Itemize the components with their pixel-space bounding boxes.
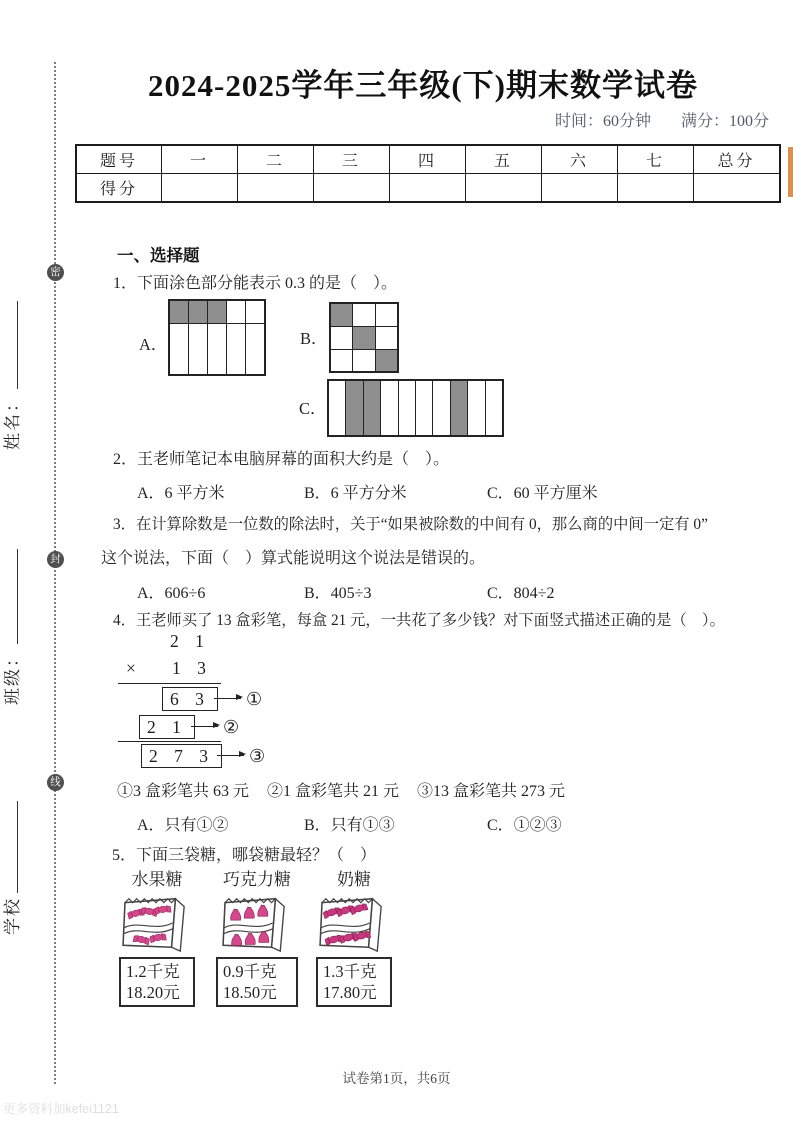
school-field-label <box>0 801 20 935</box>
grid-cell <box>207 324 226 374</box>
score-table-cell: 六 <box>542 145 618 174</box>
exam-meta <box>555 108 769 131</box>
multiplicand-row: 2 1 <box>170 631 210 651</box>
grid-row <box>331 326 397 349</box>
shaded-grid-cell <box>331 304 352 326</box>
bag-1-price: 18.20元 <box>126 983 180 1002</box>
grid-cell <box>415 381 432 435</box>
question-3-text-line1: 3．在计算除数是一位数的除法时，关于“如果被除数的中间有 0，那么商的中间一定有 0” <box>113 516 708 533</box>
multiplication-result-line <box>118 741 221 742</box>
bag-2-price: 18.50元 <box>223 983 277 1002</box>
candy-bag-2-illustration <box>221 891 293 955</box>
bag-2-weight: 0.9千克 <box>223 962 277 981</box>
seal-fold-dotted-line <box>54 62 56 1084</box>
shaded-grid-cell <box>345 381 362 435</box>
score-table-cell: 四 <box>390 145 466 174</box>
score-table-cell: 五 <box>466 145 542 174</box>
question-3-text-line2: 这个说法，下面（ ）算式能说明这个说法是错误的。 <box>101 550 486 567</box>
shaded-grid-cell <box>375 350 397 371</box>
section-heading: 一、选择题 <box>117 246 200 265</box>
callout-2: ② <box>223 717 240 738</box>
exam-full-score: 满分：100分 <box>680 113 769 130</box>
question-2-option-b: B．6 平方分米 <box>304 485 407 502</box>
class-label-text: 班级： <box>3 648 22 705</box>
callout-3: ③ <box>249 746 266 767</box>
times-sign: × <box>126 658 136 678</box>
score-table-empty-cell <box>694 174 781 203</box>
score-table-empty-cell <box>162 174 238 203</box>
page-title: 2024-2025学年三年级(下)期末数学试卷 <box>148 68 698 103</box>
score-table-cell: 题号 <box>76 145 162 174</box>
watermark-text: 更多资料加kefei1121 <box>3 1102 119 1116</box>
grid-cell <box>398 381 415 435</box>
score-table-cell: 二 <box>238 145 314 174</box>
page-footer: 试卷第1页，共6页 <box>342 1071 451 1086</box>
candy-bag-column-2 <box>216 869 298 1007</box>
figure-b-grid <box>329 302 399 373</box>
callout-1: ① <box>246 689 263 710</box>
grid-cell <box>331 327 352 349</box>
shaded-grid-cell <box>207 301 226 323</box>
grid-cell <box>432 381 449 435</box>
candy-bag-3-illustration <box>318 891 390 955</box>
question-4-statement-2: ②1 盒彩笔共 21 元 <box>267 783 400 800</box>
figure-a-label: A． <box>139 335 168 354</box>
bag-3-weight: 1.3千克 <box>323 962 377 981</box>
score-table-empty-cell <box>390 174 466 203</box>
grid-cell <box>329 381 345 435</box>
partial-product-2-box: 2 1 <box>139 715 195 739</box>
score-table-empty-cell <box>618 174 694 203</box>
grid-cell <box>375 327 397 349</box>
shaded-grid-cell <box>450 381 467 435</box>
question-4-option-c: C．①②③ <box>487 817 562 834</box>
figure-b-label: B． <box>300 329 328 348</box>
shaded-grid-cell <box>363 381 380 435</box>
vertical-multiplication-figure <box>112 631 392 776</box>
question-4-statement-1: ①3 盒彩笔共 63 元 <box>117 783 250 800</box>
grid-cell <box>245 324 264 374</box>
bag-3-name: 奶糖 <box>337 870 371 889</box>
question-2-option-a: A．6 平方米 <box>137 485 225 502</box>
arrow-to-callout-1 <box>214 698 241 699</box>
seal-char-xian: 线 <box>47 774 64 791</box>
bag-3-info-box <box>316 957 392 1007</box>
grid-cell <box>226 301 245 323</box>
question-4-option-a: A．只有①② <box>137 817 229 834</box>
grid-cell <box>352 350 374 371</box>
grid-cell <box>485 381 502 435</box>
seal-char-feng: 封 <box>47 551 64 568</box>
scan-edge-mark <box>788 147 793 197</box>
partial-product-1-box: 6 3 <box>162 687 218 711</box>
multiplication-rule-line <box>118 683 221 684</box>
shaded-grid-cell <box>188 301 207 323</box>
grid-cell <box>375 304 397 326</box>
score-table-cell: 总分 <box>694 145 781 174</box>
bag-1-weight: 1.2千克 <box>126 962 180 981</box>
exam-time: 时间：60分钟 <box>554 113 651 130</box>
bag-1-info-box <box>119 957 195 1007</box>
grid-cell <box>170 324 188 374</box>
question-2-text: 2．王老师笔记本电脑屏幕的面积大约是（ ）。 <box>113 451 450 468</box>
grid-row <box>170 301 264 323</box>
grid-cell <box>245 301 264 323</box>
question-1-text: 1．下面涂色部分能表示 0.3 的是（ ）。 <box>113 275 398 292</box>
candy-bag-1-illustration <box>121 891 193 955</box>
name-label-text: 姓名： <box>3 393 22 450</box>
grid-cell <box>352 304 374 326</box>
school-label-text: 学校 <box>3 897 22 935</box>
score-table <box>75 144 781 203</box>
score-table-cell: 一 <box>162 145 238 174</box>
grid-row <box>331 349 397 371</box>
question-2-option-c: C．60 平方厘米 <box>487 485 598 502</box>
score-table-cell: 三 <box>314 145 390 174</box>
seal-char-mi: 密 <box>47 264 64 281</box>
name-field-label <box>0 301 20 450</box>
candy-bag-column-3 <box>316 869 392 1007</box>
multiplier-row: 1 3 <box>172 658 212 678</box>
score-table-score-row <box>76 174 780 203</box>
question-3-option-c: C．804÷2 <box>487 585 555 602</box>
class-blank-line <box>3 549 18 644</box>
arrow-to-callout-3 <box>217 755 244 756</box>
score-table-cell: 得分 <box>76 174 162 203</box>
bag-2-info-box <box>216 957 298 1007</box>
shaded-grid-cell <box>352 327 374 349</box>
bag-3-price: 17.80元 <box>323 983 377 1002</box>
arrow-to-callout-2 <box>191 726 218 727</box>
question-4-option-b: B．只有①③ <box>304 817 395 834</box>
grid-row <box>170 323 264 374</box>
question-4-text: 4．王老师买了 13 盒彩笔，每盒 21 元，一共花了多少钱？对下面竖式描述正确的是（ ）。 <box>113 612 725 629</box>
question-4-statement-3: ③13 盒彩笔共 273 元 <box>417 783 566 800</box>
grid-row <box>331 304 397 326</box>
grid-cell <box>226 324 245 374</box>
bag-2-name: 巧克力糖 <box>223 870 291 889</box>
school-blank-line <box>3 801 18 893</box>
question-5-text: 5．下面三袋糖，哪袋糖最轻？（ ） <box>112 847 377 864</box>
score-table-cell: 七 <box>618 145 694 174</box>
shaded-grid-cell <box>170 301 188 323</box>
score-table-header-row <box>76 145 780 174</box>
bag-1-name: 水果糖 <box>131 870 183 889</box>
score-table-empty-cell <box>238 174 314 203</box>
figure-a-grid <box>168 299 266 376</box>
grid-cell <box>380 381 397 435</box>
score-table-empty-cell <box>542 174 618 203</box>
class-field-label <box>0 549 20 705</box>
product-box: 2 7 3 <box>141 744 222 768</box>
candy-bag-column-1 <box>119 869 195 1007</box>
grid-cell <box>467 381 484 435</box>
score-table-empty-cell <box>314 174 390 203</box>
question-3-option-a: A．606÷6 <box>137 585 206 602</box>
name-blank-line <box>3 301 18 389</box>
grid-cell <box>188 324 207 374</box>
figure-c-grid <box>327 379 504 437</box>
score-table-empty-cell <box>466 174 542 203</box>
grid-cell <box>331 350 352 371</box>
question-3-option-b: B．405÷3 <box>304 585 372 602</box>
grid-row <box>329 381 502 435</box>
figure-c-label: C． <box>299 399 327 418</box>
